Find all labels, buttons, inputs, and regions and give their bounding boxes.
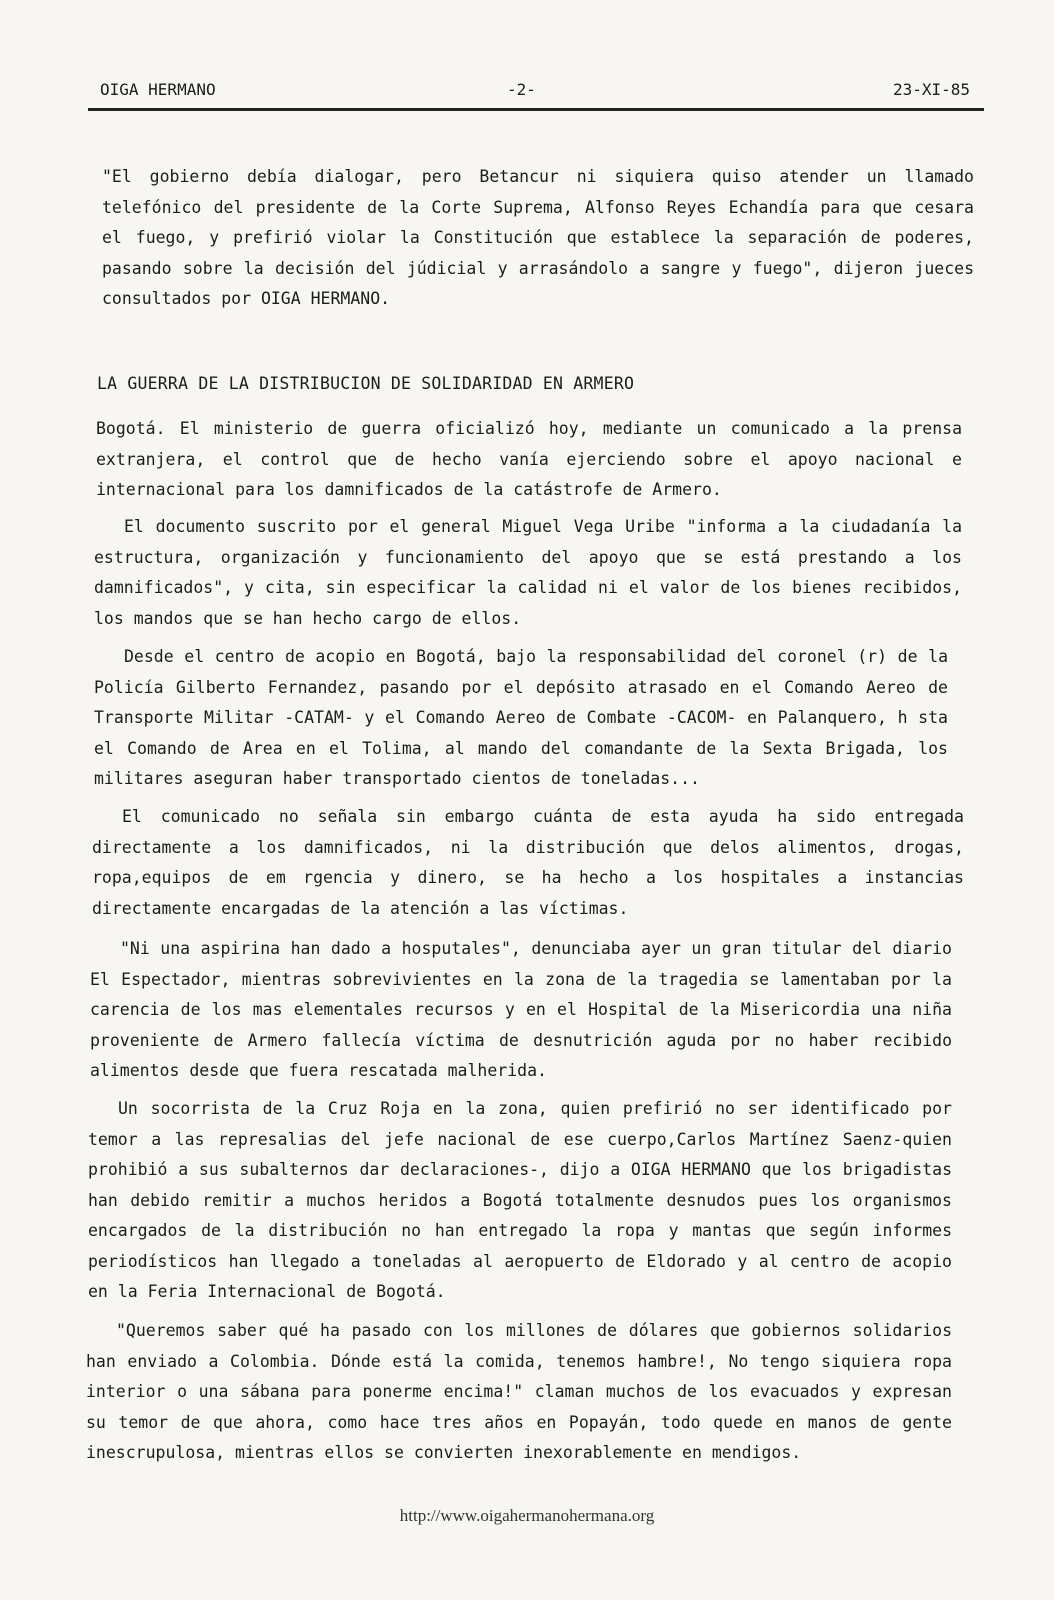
paragraph-text: "El gobierno debía dialogar, pero Betancur ni siquiera quiso atender un llamado telefónico del presidente de la Corte Suprema, Alfonso Reyes Echandía para que cesara el fuego, y prefirió violar la Constitución que establece la separación de poderes, pasando sobre la decisión del júdicial y arrasándolo a sangre y fuego", dijeron jueces consultados por OIGA HERMANO. [102,167,974,308]
header-publication: OIGA HERMANO [100,80,216,99]
footer-url: http://www.oigahermanohermana.org [399,1506,655,1525]
paragraph-evacuados [86,1316,952,1469]
page-number: -2- [507,80,536,99]
paragraph-socorrista [88,1094,952,1308]
section-heading: LA GUERRA DE LA DISTRIBUCION DE SOLIDARIDAD EN ARMERO [97,374,635,393]
paragraph-bogota [96,414,962,506]
paragraph-aspirina [90,934,952,1087]
page-header [100,80,980,104]
header-date: 23-XI-85 [892,80,970,99]
paragraph-text: "Queremos saber qué ha pasado con los millones de dólares que gobiernos solidarios han enviado a Colombia. Dónde está la comida, tenemos hambre!, No tengo siquiera ropa interior o una sábana para ponerme encima!" claman muchos de los evacuados y expresan su temor de que ahora, como hace tres años en Popayán, todo quede en manos de gente inescrupulosa, mientras ellos se convierten inexorablemente en mendigos. [86,1321,952,1462]
paragraph-quote-judges [102,162,974,315]
paragraph-text: Desde el centro de acopio en Bogotá, bajo la responsabilidad del coronel (r) de la Policía Gilberto Fernandez, pasando por el depósito atrasado en el Comando Aereo de Transporte Militar -CATAM- y el Comando Aereo de Combate -CACOM- en Palanquero, h sta el Comando de Area en el Tolima, al mando del comandante de la Sexta Brigada, los militares aseguran haber transportado cientos de toneladas... [94,647,948,788]
paragraph-documento [94,512,962,634]
paragraph-centro-acopio [94,642,948,795]
paragraph-text: Un socorrista de la Cruz Roja en la zona, quien prefirió no ser identificado por temor a las represalias del jefe nacional de ese cuerpo,Carlos Martínez Saenz-quien prohibió a sus subalternos dar declaraciones-, dijo a OIGA HERMANO que los brigadistas han debido remitir a muchos heridos a Bogotá totalmente desnudos pues los organismos encargados de la distribución no han entregado la ropa y mantas que según informes periodísticos han llegado a toneladas al aeropuerto de Eldorado y al centro de acopio en la Feria Internacional de Bogotá. [88,1099,952,1301]
paragraph-text: El comunicado no señala sin embargo cuánta de esta ayuda ha sido entregada directamente a los damnificados, ni la distribución que delos alimentos, drogas, ropa,equipos de em rgencia y dinero, se ha hecho a los hospitales a instancias directamente encargadas de la atención a las víctimas. [92,807,964,918]
paragraph-text: El documento suscrito por el general Miguel Vega Uribe "informa a la ciudadanía la estructura, organización y funcionamiento del apoyo que se está prestando a los damnificados", y cita, sin especificar la calidad ni el valor de los bienes recibidos, los mandos que se han hecho cargo de ellos. [94,517,962,628]
header-rule [88,108,984,111]
paragraph-text: Bogotá. El ministerio de guerra oficializó hoy, mediante un comunicado a la prensa extranjera, el control que de hecho vanía ejerciendo sobre el apoyo nacional e internacional para los damnificados de la catástrofe de Armero. [96,419,962,499]
paragraph-comunicado [92,802,964,924]
paragraph-text: "Ni una aspirina han dado a hosputales", denunciaba ayer un gran titular del diario El Espectador, mientras sobrevivientes en la zona de la tragedia se lamentaban por la carencia de los mas elementales recursos y en el Hospital de la Misericordia una niña proveniente de Armero fallecía víctima de desnutrición aguda por no haber recibido alimentos desde que fuera rescatada malherida. [90,939,952,1080]
